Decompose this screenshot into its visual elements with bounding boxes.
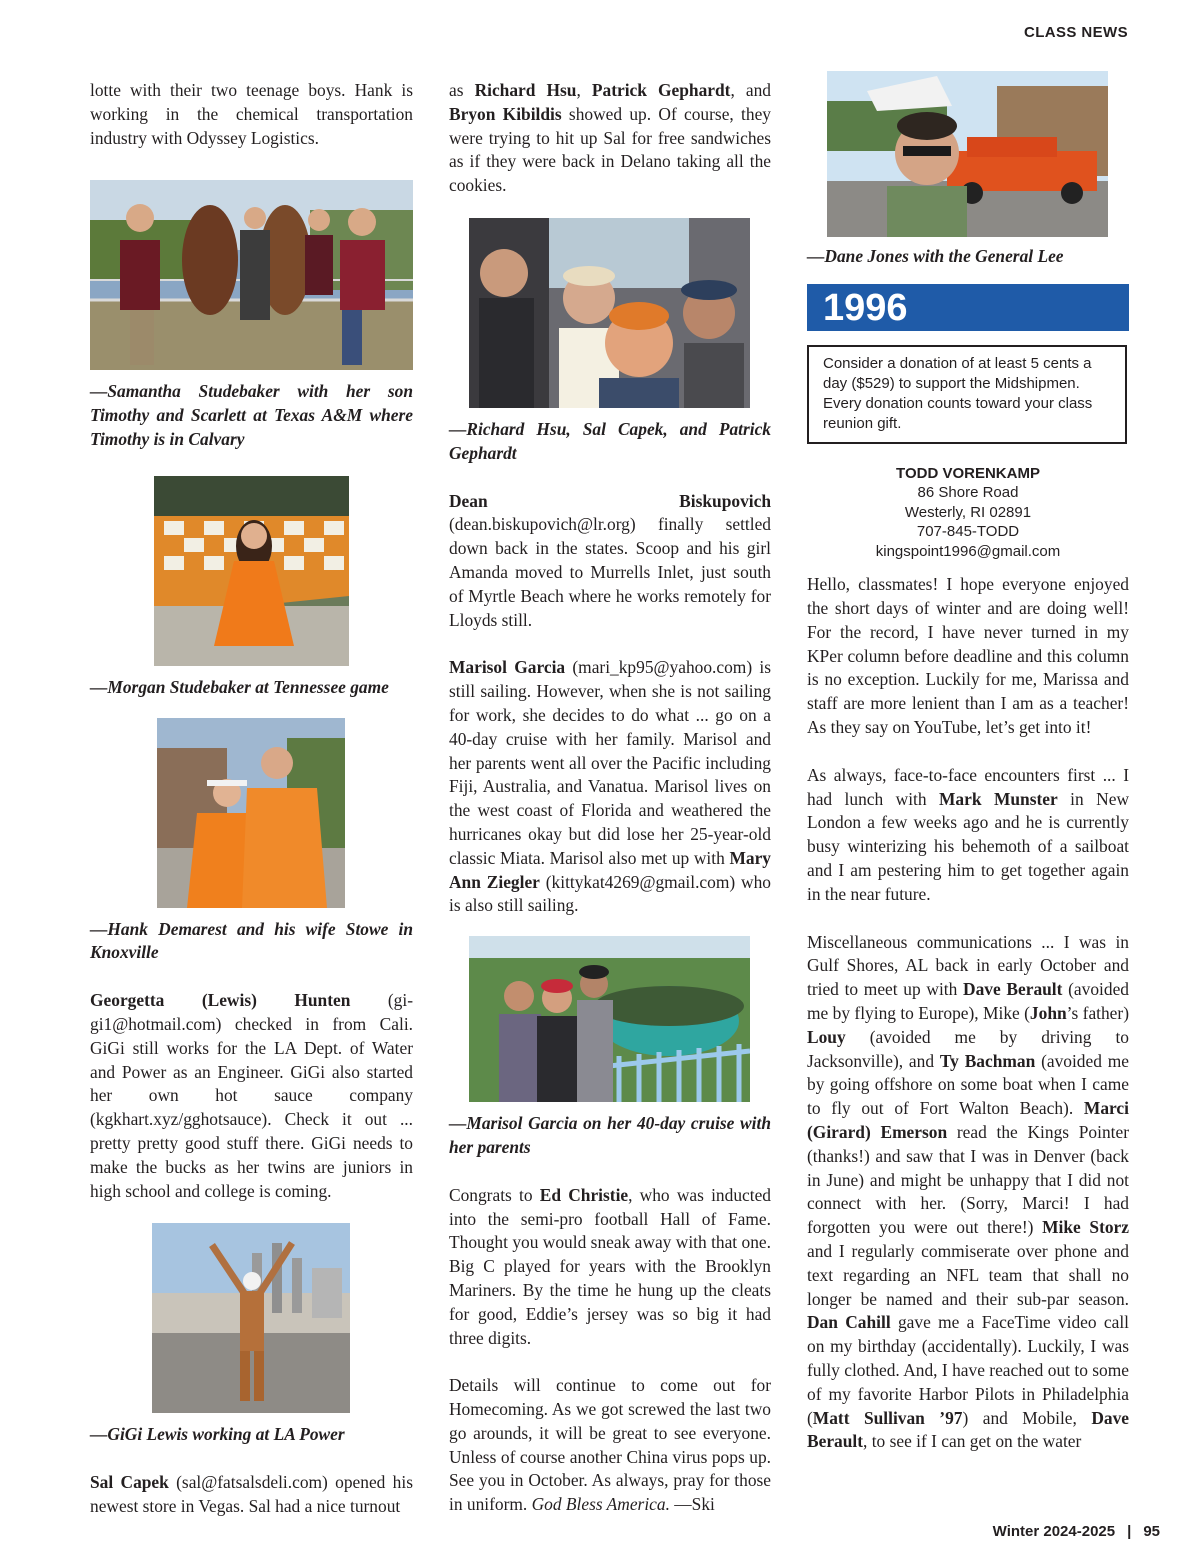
secretary-name: TODD VORENKAMP (896, 464, 1040, 482)
caption-studebaker-texas-am: —Samantha Studebaker with her son Timothy and Scarlett at Texas A&M where Timothy is in Calvary (90, 381, 413, 449)
secretary-email[interactable]: kingspoint1996@gmail.com (875, 542, 1061, 560)
secretary-phone: 707-845-TODD (916, 523, 1020, 541)
column-middle (449, 79, 771, 1517)
photo-dane-jones-general-lee (827, 71, 1108, 237)
photo-morgan-tennessee (154, 476, 349, 666)
paragraph-continued: lotte with their two teenage boys. Hank is working in the chemical transportation industry with Odyssey Logistics. (90, 80, 413, 148)
caption-dane-jones: —Dane Jones with the General Lee (807, 246, 1064, 266)
caption-marisol-cruise: —Marisol Garcia on her 40-day cruise with her parents (449, 1113, 771, 1157)
caption-demarest-knoxville: —Hank Demarest and his wife Stowe in Knoxville (90, 918, 413, 963)
name-sal-capek: Sal Capek (90, 1472, 169, 1493)
column-right (807, 71, 1129, 1454)
section-header: CLASS NEWS (1023, 24, 1128, 41)
donation-notice: Consider a donation of at least 5 cents a day ($529) to support the Midshipmen. Every donation counts toward your class reunion gift. (807, 345, 1127, 444)
class-secretary-contact (807, 464, 1129, 562)
photo-gigi-la-power (152, 1223, 350, 1413)
paragraph-sal-turnout: as Richard Hsu, Patrick Gephardt, and Bryon Kibildis showed up. Of course, they were trying to hit up Sal for free sandwiches as if they were back in Delano taking all the cookies. (449, 80, 772, 196)
paragraph-georgetta-hunten: Georgetta (Lewis) Hunten (gi-gi1@hotmail.com) checked in from Cali. GiGi still works for the LA Dept. of Water and Power as an Engineer. GiGi also started her own hot sauce company (kgkhart.xyz/gghotsauce). Check it out ... pretty pretty good stuff there. GiGi needs to make the bucks as her twins are juniors in high school and college is coming. (90, 990, 413, 1201)
paragraph-marisol-garcia: Marisol Garcia (mari_kp95@yahoo.com) is still sailing. However, when she is not sailing for work, she decides to do what ... go on a 40-day cruise with her family. Marisol and her parents went all over the Pacific including Fiji, Australia, and Vanatua. Marisol lives on the west coast of Florida and weathered the hurricanes okay but did lose her 25-year-old classic Miata. Marisol also met up with Mary Ann Ziegler (kittykat4269@gmail.com) who is also still sailing. (449, 657, 771, 916)
name-marisol-garcia: Marisol Garcia (449, 657, 566, 678)
paragraph-hello-classmates: Hello, classmates! I hope everyone enjoyed the short days of winter and are doing well! For the record, I have never turned in my KPer column before deadline and this column is no exception. Luckily for me, Marissa and staff are more lenient than I am as a teacher! As they say on YouTube, let’s get into it! (807, 574, 1129, 738)
photo-marisol-cruise (469, 936, 750, 1102)
paragraph-misc-communications: Miscellaneous communications ... I was in Gulf Shores, AL back in early October and tried to meet up with Dave Berault (avoided me by flying to Europe), Mike (John’s father) Louy (avoided me by driving to Jacksonville), and Ty Bachman (avoided me by going offshore on some boat when I came to fly out of Fort Walton Beach). Marci (Girard) Emerson read the Kings Pointer (thanks!) and saw that I was in Denver (back in June) and might be unhappy that I did not connect with her. (Sorry, Marci! I had forgotten you were out there!) Mike Storz and I regularly commiserate over phone and text regarding an NFL team that shall no longer be named and their sub-par season. Dan Cahill gave me a FaceTime video call on my birthday (accidentally). Luckily, I was fully clothed. And, I have reached out to some of my favorite Harbor Pilots in Philadelphia (Matt Sullivan ’97) and Mobile, Dave Berault, to see if I can get on the water (807, 931, 1129, 1452)
name-georgetta-hunten: Georgetta (Lewis) Hunten (90, 990, 351, 1011)
issue-label: Winter 2024-2025 (992, 1523, 1116, 1540)
paragraph-homecoming: Details will continue to come out for Homecoming. As we got screwed the last two go arounds, it will be great to see everyone. Unless of course another China virus pops up. See you in October. As always, pray for those in uniform. God Bless America. —Ski (449, 1375, 771, 1515)
class-year-banner: 1996 (807, 284, 1129, 331)
paragraph-face-to-face: As always, face-to-face encounters first ... I had lunch with Mark Munster in New London a few weeks ago and he is currently busy winterizing his behemoth of a sailboat and I am pestering him to get together again in the near future. (807, 764, 1129, 904)
column-left (90, 79, 413, 1519)
paragraph-dean-biskupovich: Dean Biskupovich (dean.biskupovich@lr.org) finally settled down back in the states. Scoop and his girl Amanda moved to Murrells Inlet, just south of Myrtle Beach where he works remotely for Lloyds still. (449, 490, 771, 630)
secretary-street: 86 Shore Road (917, 484, 1019, 502)
caption-morgan-tennessee: —Morgan Studebaker at Tennessee game (90, 676, 389, 697)
photo-hsu-capek-gephardt (469, 218, 750, 408)
caption-hsu-capek-gephardt: —Richard Hsu, Sal Capek, and Patrick Gephardt (449, 418, 771, 463)
photo-demarest-knoxville (157, 718, 345, 908)
name-dean-biskupovich: Dean Biskupovich (449, 490, 771, 511)
page-number: 95 (1143, 1523, 1160, 1540)
page-footer: Winter 2024-2025 | 95 (992, 1523, 1160, 1540)
caption-gigi-la-power: —GiGi Lewis working at LA Power (90, 1424, 345, 1445)
name-ed-christie: Ed Christie (539, 1184, 629, 1205)
secretary-city: Westerly, RI 02891 (904, 503, 1032, 521)
paragraph-ed-christie: Congrats to Ed Christie, who was inducted into the semi-pro football Hall of Fame. Thought you would sneak away with that one. Big C played for years with the Brooklyn Mariners. By the time he hung up the cleats for good, Eddie’s jersey was so big it had three digits. (449, 1184, 771, 1348)
photo-studebaker-texas-am (90, 180, 413, 370)
paragraph-sal-capek: Sal Capek (sal@fatsalsdeli.com) opened his newest store in Vegas. Sal had a nice turnout (90, 1472, 413, 1516)
